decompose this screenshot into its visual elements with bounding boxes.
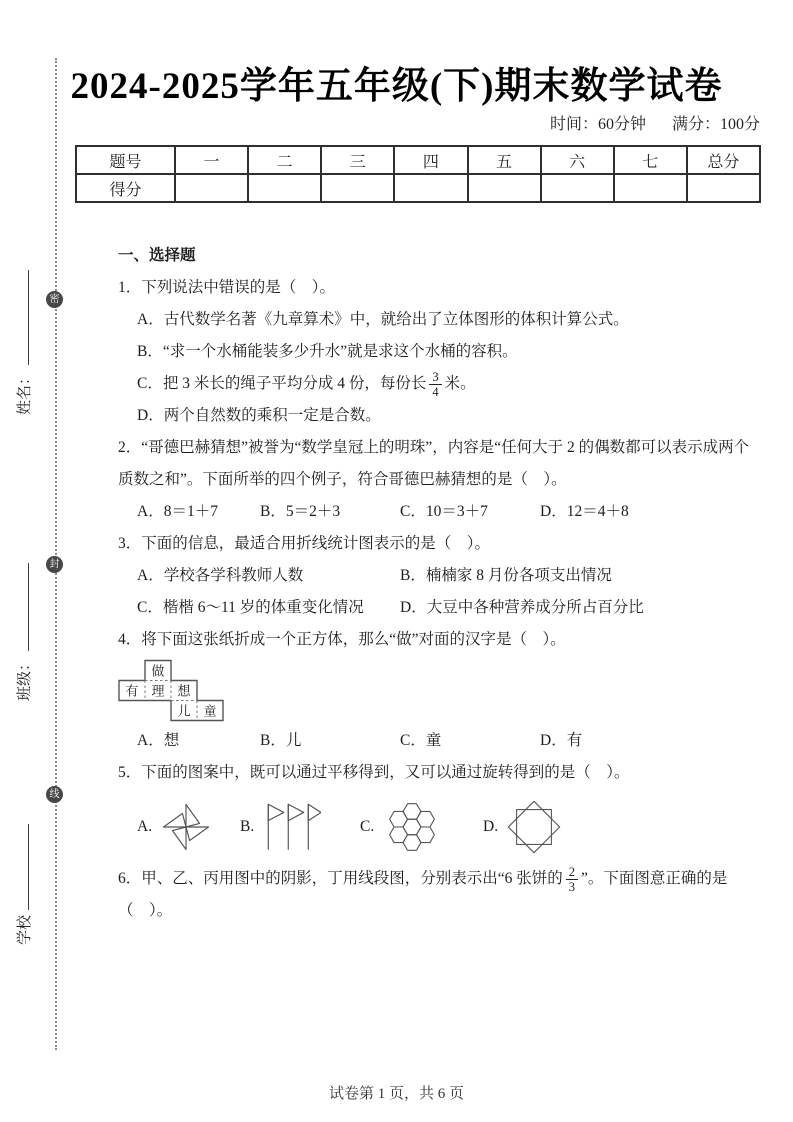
- score-table-header-cell: 总分: [687, 146, 760, 174]
- question-3-option-c: C．楷楷 6～11 岁的体重变化情况: [137, 599, 364, 616]
- score-table-score-row: [76, 174, 760, 202]
- question-4-stem: 4．将下面这张纸折成一个正方体，那么“做”对面的汉字是（ ）。: [118, 631, 566, 648]
- question-1-option-b: B．“求一个水桶能装多少升水”就是求这个水桶的容积。: [137, 343, 518, 360]
- score-table-header-cell: 五: [468, 146, 541, 174]
- question-5-option-c: [360, 795, 483, 859]
- question-6-text: 6．甲、乙、丙用图中的阴影，丁用线段图，分别表示出“6 张饼的: [118, 870, 563, 887]
- score-table-header-cell: 一: [175, 146, 248, 174]
- score-cell: [321, 174, 394, 202]
- score-cell: [614, 174, 687, 202]
- cube-net-icon: [118, 659, 224, 723]
- question-2-option-a: A．8＝1＋7: [137, 503, 218, 520]
- option-c-label: C.: [360, 818, 375, 835]
- score-table-header-cell: 六: [541, 146, 614, 174]
- question-4-options: [118, 725, 754, 757]
- question-4-option-b: B．儿: [260, 732, 302, 749]
- question-5-option-b: [240, 799, 360, 855]
- seal-dashed-line: [55, 58, 57, 1050]
- question-1-option-a: A．古代数学名著《九章算术》中，就给出了立体图形的体积计算公式。: [137, 311, 629, 328]
- school-field-label: [14, 799, 36, 945]
- class-label-text: 班级：: [17, 655, 33, 701]
- question-5-option-d: [483, 798, 563, 856]
- question-3-options-row-1: [118, 560, 754, 592]
- option-b-label: B.: [240, 818, 255, 835]
- exam-body: [118, 240, 754, 927]
- score-cell: [687, 174, 760, 202]
- question-3-option-d: D．大豆中各种营养成分所占百分比: [400, 599, 644, 616]
- question-3-option-a: A．学校各学科教师人数: [137, 567, 304, 584]
- seal-char-mi: 密: [46, 291, 63, 308]
- octagram-icon: [505, 798, 563, 856]
- exam-meta: [0, 111, 760, 134]
- score-cell: [248, 174, 321, 202]
- page-title: 2024-2025学年五年级(下)期末数学试卷: [70, 66, 723, 107]
- time-limit: 时间：60分钟: [549, 116, 646, 133]
- option-a-label: A.: [137, 818, 153, 835]
- question-3-option-b: B．楠楠家 8 月份各项支出情况: [400, 567, 612, 584]
- seal-char-feng: 封: [46, 556, 63, 573]
- class-blank-line: [15, 563, 29, 651]
- question-2-stem: 2．“哥德巴赫猜想”被誉为“数学皇冠上的明珠”，内容是“任何大于 2 的偶数都可以表示成两个质数之和”。下面所举的四个例子，符合哥德巴赫猜想的是（ ）。: [118, 439, 750, 488]
- option-c-text: C．把 3 米长的绳子平均分成 4 份，每份长: [137, 375, 427, 392]
- name-field-label: [14, 239, 36, 415]
- score-table-header-cell: 二: [248, 146, 321, 174]
- score-cell: [468, 174, 541, 202]
- pennant-flags-icon: [261, 799, 321, 855]
- score-table-header-cell: 七: [614, 146, 687, 174]
- score-table-header-cell: 四: [394, 146, 467, 174]
- question-1-option-d: D．两个自然数的乘积一定是合数。: [137, 407, 381, 424]
- full-score: 满分：100分: [671, 116, 760, 133]
- score-cell: [541, 174, 614, 202]
- score-cell: [175, 174, 248, 202]
- question-2-options: [118, 496, 754, 528]
- question-2-option-d: D．12＝4＋8: [540, 503, 629, 520]
- question-6-text-tail: ”。下面图意正确的是: [581, 870, 728, 887]
- school-blank-line: [15, 824, 29, 910]
- score-table-header-row: [76, 146, 760, 174]
- net-cell-li: 理: [151, 683, 165, 699]
- net-cell-tong: 童: [203, 703, 217, 719]
- question-3-stem: 3．下面的信息，最适合用折线统计图表示的是（ ）。: [118, 535, 491, 552]
- fraction-three-fourths: $\frac{3}{4}$: [429, 370, 441, 400]
- score-table-header-cell: 题号: [76, 146, 175, 174]
- question-3-options-row-2: [118, 592, 754, 624]
- net-cell-you: 有: [125, 683, 139, 699]
- name-label-text: 姓名：: [17, 369, 33, 415]
- question-1-option-c: [118, 368, 754, 400]
- question-4-option-c: C．童: [400, 732, 442, 749]
- net-cell-zuo: 做: [151, 663, 165, 679]
- question-5-stem: 5．下面的图案中，既可以通过平移得到，又可以通过旋转得到的是（ ）。: [118, 764, 630, 781]
- fraction-two-thirds: $\frac{2}{3}$: [566, 865, 578, 895]
- honeycomb-icon: [381, 795, 443, 859]
- question-6-answer-blank: （ ）。: [118, 902, 173, 919]
- school-label-text: 学校: [17, 914, 33, 945]
- page-footer: 试卷第 1 页，共 6 页: [328, 1086, 464, 1102]
- question-4-option-d: D．有: [540, 732, 583, 749]
- question-5-option-a: [137, 800, 240, 854]
- question-2-option-b: B．5＝2＋3: [260, 503, 341, 520]
- score-table: [75, 145, 761, 203]
- question-4-option-a: A．想: [137, 732, 180, 749]
- section-title: 一、选择题: [118, 247, 196, 264]
- option-c-unit: 米。: [444, 375, 476, 392]
- class-field-label: [14, 539, 36, 701]
- option-d-label: D.: [483, 818, 499, 835]
- net-cell-er: 儿: [177, 703, 191, 719]
- score-cell: [394, 174, 467, 202]
- name-blank-line: [15, 270, 29, 365]
- question-2-option-c: C．10＝3＋7: [400, 503, 488, 520]
- score-row-label: 得分: [76, 174, 175, 202]
- seal-char-xian: 线: [46, 786, 63, 803]
- question-6-stem: [118, 863, 754, 895]
- net-cell-xiang: 想: [177, 683, 191, 699]
- question-5-options: [118, 791, 754, 863]
- cube-net-diagram: [118, 659, 754, 725]
- pinwheel-icon: [159, 800, 213, 854]
- score-table-header-cell: 三: [321, 146, 394, 174]
- question-1-stem: 1．下列说法中错误的是（ ）。: [118, 279, 336, 296]
